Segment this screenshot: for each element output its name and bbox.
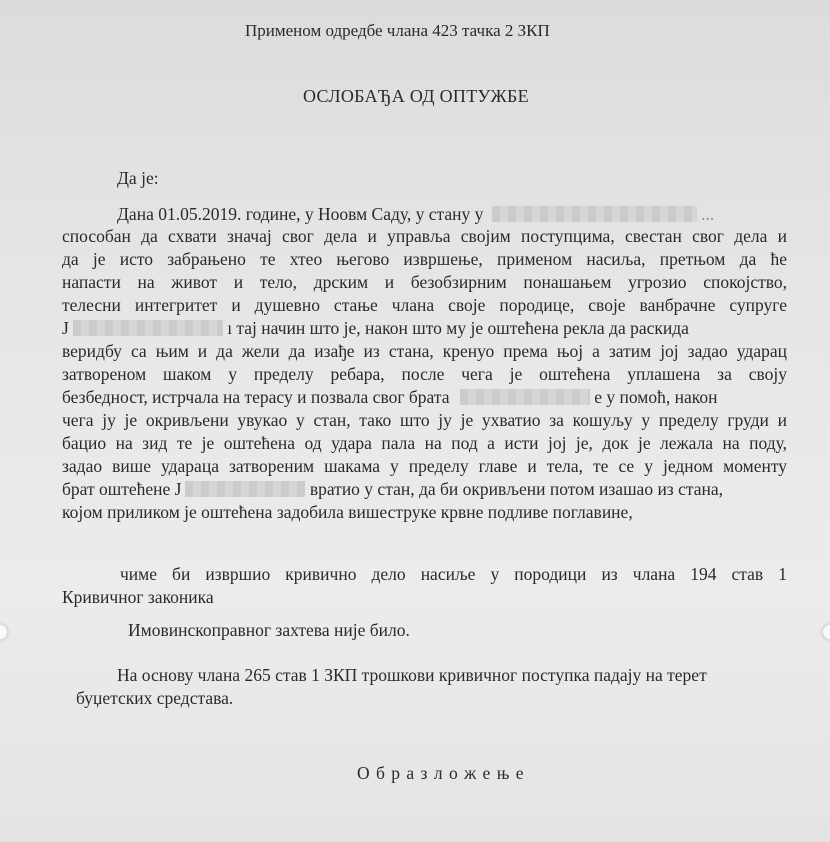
body-text: безбедност, истрчала на терасу и позвала свог брата bbox=[62, 387, 450, 407]
reasoning-heading: О б р а з л о ж е њ е bbox=[357, 763, 525, 783]
body-line-3: да је исто забрањено те хтео његово извршење, применом насиља, претњом да ће bbox=[62, 249, 787, 269]
offense-line-2: Кривичног законика bbox=[62, 587, 214, 607]
body-line-6 bbox=[62, 317, 787, 339]
redaction-residue: ... bbox=[701, 204, 715, 224]
costs-line-2: буџетских средстава. bbox=[76, 688, 234, 708]
body-line-13 bbox=[62, 478, 787, 500]
body-line-8: затвореном шаком у пределу ребара, после чега је оштећена уплашена за своју bbox=[62, 364, 787, 384]
body-line-12: задао више удараца затвореним шакама у пределу главе и тела, те се у једном моменту bbox=[62, 456, 787, 476]
verdict-heading: ОСЛОБАЂА ОД ОПТУЖБЕ bbox=[303, 86, 529, 106]
body-text: Дана 01.05.2019. године, у Ноовм Саду, у стану у bbox=[117, 204, 484, 224]
body-text: брат оштећене J bbox=[62, 479, 182, 499]
body-line-7: веридбу са њим и да жели да изађе из стана, кренуо према њој а затим јој задао ударац bbox=[62, 341, 787, 361]
body-line-9 bbox=[62, 386, 787, 408]
body-line-1 bbox=[117, 203, 787, 225]
body-line-14: којом приликом је оштећена задобила вишеструке крвне подливе поглавине, bbox=[62, 502, 633, 522]
property-claim: Имовинскоправног захтева није било. bbox=[128, 620, 410, 640]
body-line-11: бацио на зид те је оштећена од удара пала на под а исти јој је, док је лежала на поду, bbox=[62, 433, 787, 453]
body-line-4: напасти на живот и тело, дрским и безобзирним понашањем угрозио спокојство, bbox=[62, 272, 787, 292]
costs-line-1: На основу члана 265 став 1 ЗКП трошкови кривичног поступка падају на терет bbox=[117, 665, 707, 685]
offense-line-1: чиме би извршио кривично дело насиље у породици из члана 194 став 1 bbox=[120, 564, 787, 584]
body-line-2: способан да схвати значај свог дела и управља својим поступцима, свестан свог дела и bbox=[62, 226, 787, 246]
body-line-5: телесни интегритет и душевно стање члана своје породице, своје ванбрачне супруге bbox=[62, 295, 787, 315]
body-line-10: чега ју је окривљени увукао у стан, тако што ју је ухватио за кошуљу у пределу груди и bbox=[62, 410, 787, 430]
body-text: е у помоћ, након bbox=[594, 387, 718, 407]
intro-label: Да је: bbox=[117, 168, 159, 188]
scan-edge-mark bbox=[823, 625, 830, 639]
redacted-name bbox=[73, 320, 223, 336]
scan-edge-mark bbox=[0, 625, 7, 639]
redacted-address bbox=[492, 206, 697, 222]
body-text: ı тај начин што је, након што му је оштећена рекла да раскида bbox=[227, 318, 689, 338]
redacted-name bbox=[460, 389, 590, 405]
body-text: J bbox=[62, 318, 69, 338]
ruling-reference: Применом одредбе члана 423 тачка 2 ЗКП bbox=[245, 21, 550, 40]
body-text: вратио у стан, да би окривљени потом изашао из стана, bbox=[309, 479, 723, 499]
redacted-name bbox=[185, 481, 305, 497]
